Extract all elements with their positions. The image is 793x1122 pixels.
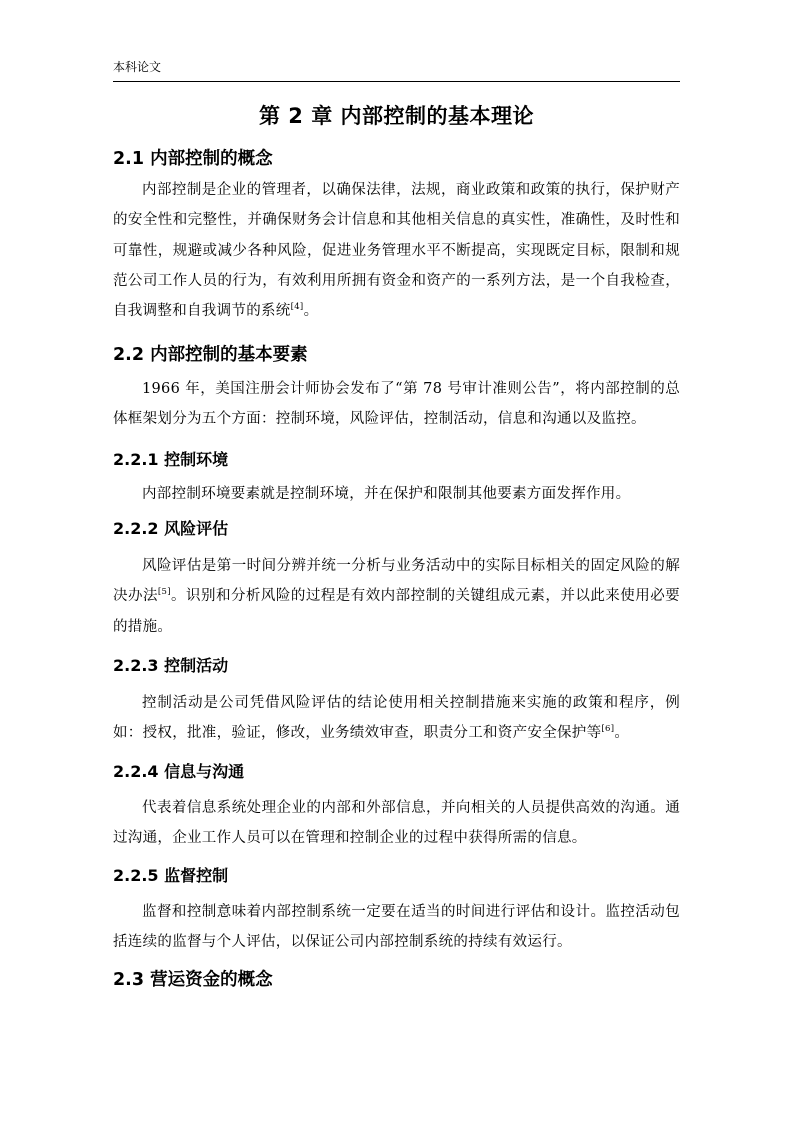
citation-ref-4: [4] — [290, 302, 304, 313]
paragraph-2-2-2-text-b: 。识别和分析风险的过程是有效内部控制的关键组成元素，并以此来使用必要的措施。 — [113, 588, 680, 635]
running-header: 本科论文 — [113, 60, 162, 74]
paragraph-2-1-tail: 。 — [303, 303, 319, 320]
citation-ref-6: [6] — [601, 724, 615, 735]
paragraph-2-1 — [113, 175, 680, 326]
section-heading-2-2-2: 2.2.2 风险评估 — [113, 519, 229, 538]
section-heading-2-2-4: 2.2.4 信息与沟通 — [113, 762, 245, 781]
section-heading-2-2-1: 2.2.1 控制环境 — [113, 450, 229, 469]
paragraph-2-2-2 — [113, 551, 680, 642]
section-heading-2-3: 2.3 营运资金的概念 — [113, 970, 273, 990]
section-heading-2-2-5: 2.2.5 监督控制 — [113, 866, 229, 885]
section-heading-2-2-3: 2.2.3 控制活动 — [113, 656, 229, 675]
paragraph-2-1-text: 内部控制是企业的管理者，以确保法律，法规，商业政策和政策的执行，保护财产的安全性和完整性，并确保财务会计信息和其他相关信息的真实性，准确性，及时性和可靠性，规避或减少各种风险，促进业务管理水平不断提高，实现既定目标，限制和规范公司工作人员的行为，有效利用所拥有资金和资产的一系列方法，是一个自我检查，自我调整和自我调节的系统 — [113, 182, 680, 320]
paragraph-2-2-1: 内部控制环境要素就是控制环境，并在保护和限制其他要素方面发挥作用。 — [142, 486, 631, 502]
section-heading-2-2: 2.2 内部控制的基本要素 — [113, 345, 308, 365]
paragraph-2-2: 1966 年，美国注册会计师协会发布了“第 78 号审计准则公告”，将内部控制的总体框架划分为五个方面：控制环境，风险评估，控制活动，信息和沟通以及监控。 — [113, 381, 680, 428]
paragraph-2-2-2-text-a: 风险评估是第一时间分辨并统一分析与业务活动中的实际目标相关的固定风险的解决办法 — [113, 558, 680, 605]
citation-ref-5: [5] — [157, 587, 171, 598]
header-divider — [113, 81, 680, 82]
chapter-title: 第 2 章 内部控制的基本理论 — [258, 104, 535, 128]
paragraph-2-2-3-text: 控制活动是公司凭借风险评估的结论使用相关控制措施来实施的政策和程序，例如：授权，批准，验证，修改，业务绩效审查，职责分工和资产安全保护等 — [113, 695, 680, 742]
paragraph-2-2-4: 代表着信息系统处理企业的内部和外部信息，并向相关的人员提供高效的沟通。通过沟通，企业工作人员可以在管理和控制企业的过程中获得所需的信息。 — [113, 800, 680, 847]
paragraph-2-2-3 — [113, 688, 680, 749]
section-heading-2-1: 2.1 内部控制的概念 — [113, 149, 273, 169]
paragraph-2-2-5: 监督和控制意味着内部控制系统一定要在适当的时间进行评估和设计。监控活动包括连续的监督与个人评估，以保证公司内部控制系统的持续有效运行。 — [113, 904, 680, 951]
paragraph-2-2-3-tail: 。 — [614, 725, 630, 742]
